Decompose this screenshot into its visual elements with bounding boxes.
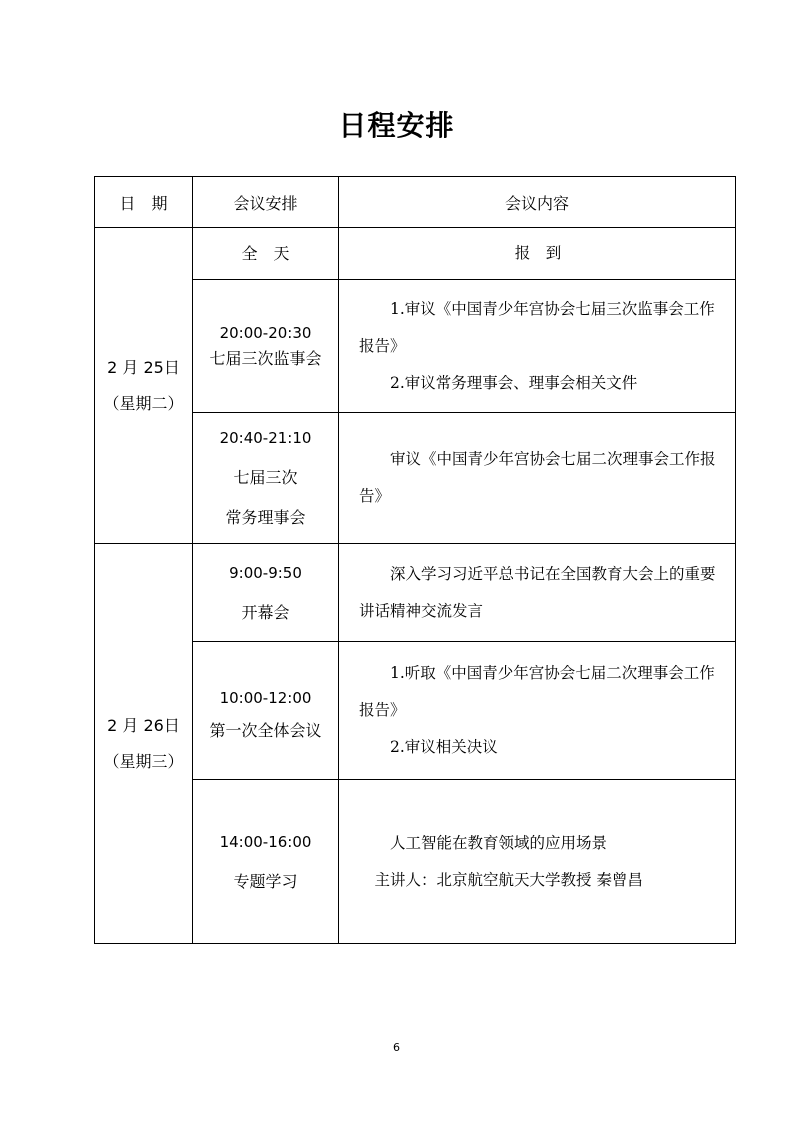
date-cell-day2 bbox=[95, 544, 193, 944]
header-date bbox=[95, 177, 193, 228]
content-line: 2.审议相关决议 bbox=[390, 738, 498, 756]
header-content bbox=[339, 177, 736, 228]
table-row bbox=[95, 544, 736, 642]
weekday-label: （星期二） bbox=[103, 393, 184, 413]
header-content-label: 会议内容 bbox=[504, 193, 569, 213]
session-time: 10:00-12:00 bbox=[219, 688, 312, 707]
arrangement-cell bbox=[193, 413, 339, 544]
session-name: 七届三次 bbox=[233, 468, 298, 487]
content-line: 人工智能在教育领域的应用场景 bbox=[390, 833, 608, 852]
arrangement-cell bbox=[193, 280, 339, 413]
content-cell bbox=[339, 280, 736, 413]
session-time: 20:40-21:10 bbox=[219, 429, 312, 447]
content-line: 1.听取《中国青少年宫协会七届二次理事会工作报告》 bbox=[359, 664, 715, 719]
page-number: 6 bbox=[393, 1041, 400, 1054]
arrangement-cell bbox=[193, 780, 339, 944]
content-cell bbox=[339, 228, 736, 280]
content-line: 报 到 bbox=[514, 244, 562, 262]
weekday-label: （星期三） bbox=[103, 751, 184, 771]
content-line: 2.审议常务理事会、理事会相关文件 bbox=[390, 373, 638, 392]
content-cell bbox=[339, 642, 736, 780]
date-cell-day1 bbox=[95, 228, 193, 544]
content-line: 深入学习习近平总书记在全国教育大会上的重要讲话精神交流发言 bbox=[359, 564, 716, 620]
table-header-row bbox=[95, 177, 736, 228]
session-name: 七届三次监事会 bbox=[209, 349, 322, 368]
schedule-table bbox=[94, 176, 736, 944]
content-cell bbox=[339, 780, 736, 944]
content-line: 1.审议《中国青少年宫协会七届三次监事会工作报告》 bbox=[359, 299, 715, 355]
table-row bbox=[95, 228, 736, 280]
session-time: 20:00-20:30 bbox=[219, 324, 312, 342]
content-line: 审议《中国青少年宫协会七届二次理事会工作报告》 bbox=[359, 450, 716, 505]
content-line: 主讲人：北京航空航天大学教授 秦曾昌 bbox=[374, 870, 643, 889]
date-label: 2 月 26日 bbox=[107, 715, 180, 735]
arrangement-cell bbox=[193, 544, 339, 642]
content-cell bbox=[339, 413, 736, 544]
arrangement-cell bbox=[193, 642, 339, 780]
arrangement-cell bbox=[193, 228, 339, 280]
header-date-label: 日 期 bbox=[119, 193, 168, 213]
session-time: 14:00-16:00 bbox=[219, 832, 312, 851]
content-cell bbox=[339, 544, 736, 642]
page-title: 日程安排 bbox=[338, 109, 455, 142]
header-arrangement bbox=[193, 177, 339, 228]
session-name: 第一次全体会议 bbox=[209, 720, 322, 740]
session-name: 专题学习 bbox=[233, 871, 298, 891]
session-name: 开幕会 bbox=[241, 602, 290, 622]
session-name: 全 天 bbox=[241, 243, 290, 263]
header-arrangement-label: 会议安排 bbox=[233, 193, 298, 213]
session-time: 9:00-9:50 bbox=[229, 563, 302, 582]
date-label: 2 月 25日 bbox=[107, 357, 180, 377]
session-name-line2: 常务理事会 bbox=[225, 508, 306, 527]
